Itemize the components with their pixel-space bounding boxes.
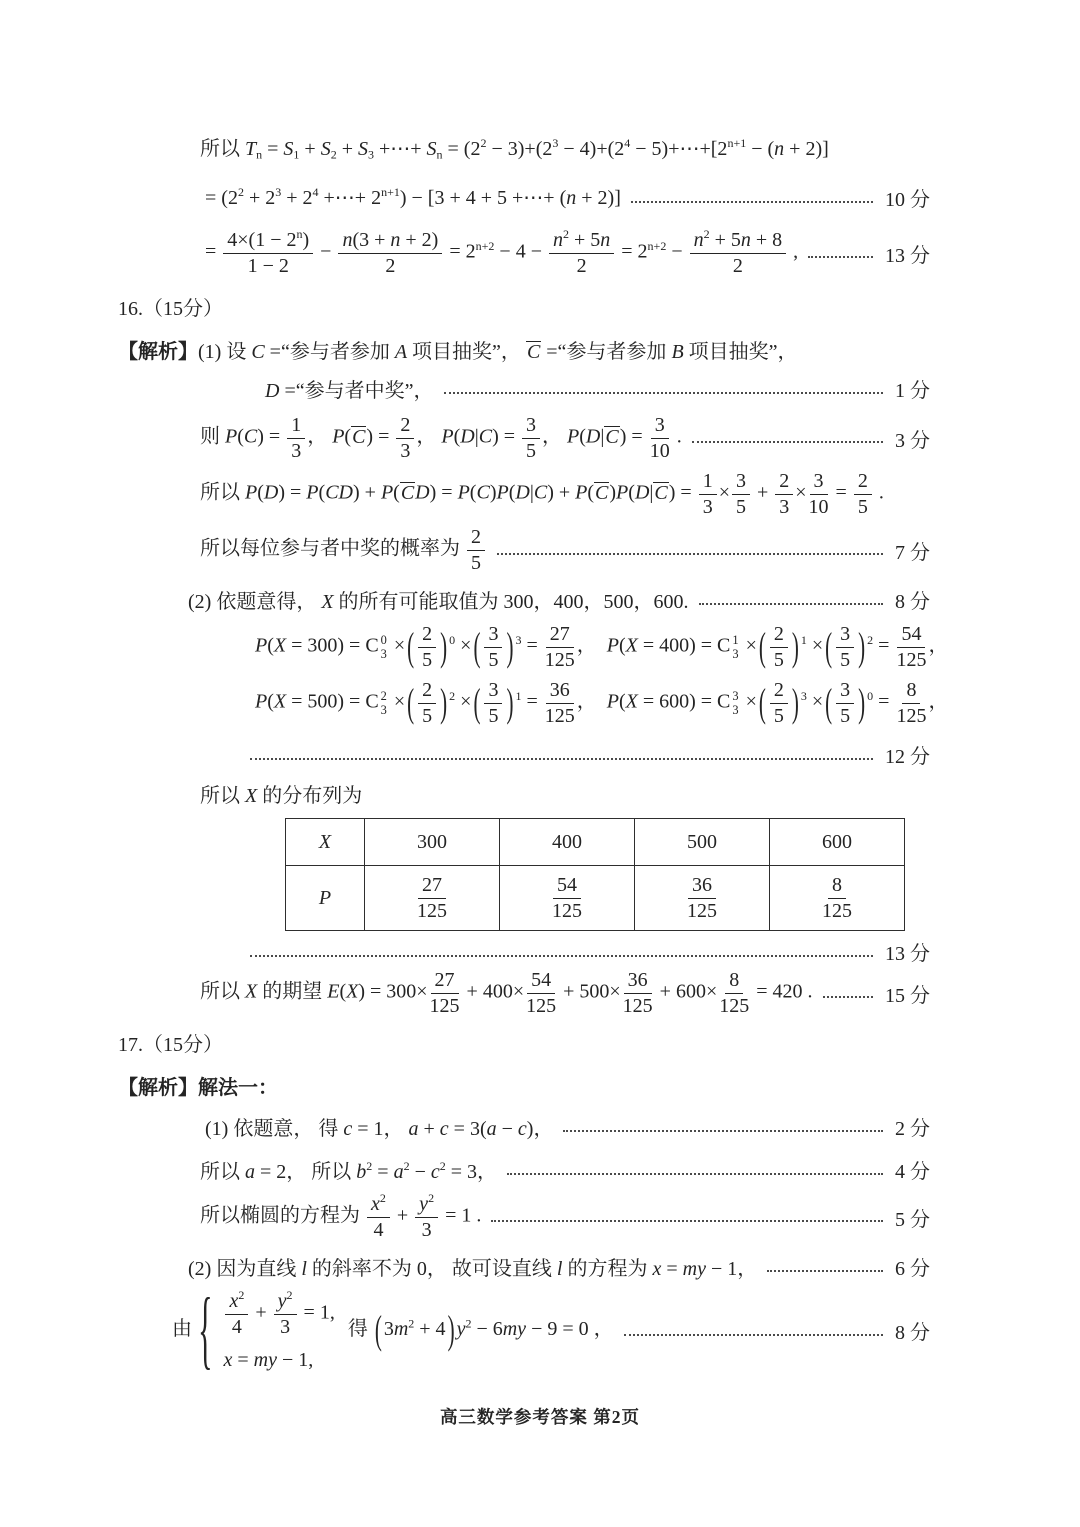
line-17-2-line-setup [188, 1252, 930, 1281]
dotted-leader [563, 1130, 883, 1132]
heading-q17 [118, 1028, 930, 1057]
formula-text: 则 P(C) = $\frac{1}{3}$ ， P(C) = $\frac{2}{3}$ ， P(D|C) = $\frac{3}{5}$ ， P(D|C) = $\frac{3}{10}$ . [200, 414, 682, 462]
heading-q16 [118, 292, 930, 321]
score-marker: 6 分 [895, 1258, 930, 1280]
line-16-distribution-intro [200, 779, 930, 808]
distribution-table [285, 818, 905, 931]
dotted-leader [250, 955, 873, 957]
formula-text: (2) 依题意得， X 的所有可能取值为 300，400，500，600. [188, 591, 689, 613]
line-16-event-D [265, 374, 930, 403]
line-16-setup [118, 335, 930, 364]
table-header-cell: P [286, 866, 365, 931]
line-17-1-ab [200, 1155, 930, 1184]
formula-text: 所以 X 的分布列为 [200, 785, 363, 807]
table-header-cell: X [286, 819, 365, 866]
line-16-p500-p600 [255, 678, 949, 728]
score-marker: 15 分 [885, 984, 930, 1007]
score-marker: 13 分 [885, 244, 930, 267]
formula-text: 17.（15分） [118, 1034, 223, 1056]
dotted-leader [491, 1220, 883, 1222]
formula-text: P(X = 500) = C 2 3 ×( $\frac{2}{5}$ ) $^2$ ×( $\frac{3}{5}$ ) $^1$ = $\frac{36}{125}$ ， P(X = 600) = C 3 3 ×( $\frac{2}{5}$ ) $^3$ ×( $\frac{3}{5}$ ) $^0$ = $\frac{8}{125}$ ， [255, 679, 949, 727]
formula-text: D =“参与者中奖”， [265, 380, 434, 402]
line-17-method [118, 1071, 930, 1100]
dotted-leader [808, 256, 873, 258]
score-marker: 1 分 [895, 380, 930, 402]
formula-text: (2) 因为直线 l 的斜率不为 0， 故可设直线 l 的方程为 x = my − 1， [188, 1258, 758, 1280]
table-value-cell: $\frac{36}{125}$ [635, 866, 770, 931]
line-16-dots-12 [240, 740, 930, 769]
formula-text: = ($2^2 + 2^3 + 2^4$ +⋯+ $2^{n+1}) - [3 + 4 + 5$ +⋯+ (n + 2)] [205, 185, 621, 209]
formula-text: 所以 $T_n = S_1 + S_2 + S_3$ +⋯+ $S_n = (2^2 - 3)+(2^3 - 4)+(2^4$ − $5)+\cdots+[2^{n+1} - (n + 2)]$ [200, 136, 829, 162]
score-marker: 8 分 [895, 1322, 930, 1344]
score-marker: 7 分 [895, 541, 930, 564]
line-Tn-expansion [200, 132, 930, 161]
table-value-cell: $\frac{8}{125}$ [770, 866, 905, 931]
line-16-dots-13 [240, 937, 930, 966]
dotted-leader [823, 996, 873, 998]
line-Tn-regroup [205, 183, 930, 212]
table-value-cell: $\frac{27}{125}$ [365, 866, 500, 931]
line-Tn-result [205, 228, 930, 278]
page-footer [0, 1404, 1080, 1429]
table-value-cell: 400 [500, 819, 635, 866]
dotted-leader [250, 758, 873, 760]
table-row [286, 866, 905, 931]
line-16-conclusion-part1 [200, 525, 930, 575]
table-value-cell: 300 [365, 819, 500, 866]
formula-text: 所以每位参与者中奖的概率为 $\frac{2}{5}$ [200, 525, 487, 575]
table-value-cell: 600 [770, 819, 905, 866]
score-marker: 8 分 [895, 591, 930, 613]
distribution-table-line [285, 818, 930, 931]
dotted-leader [767, 1270, 883, 1272]
score-marker: 4 分 [895, 1161, 930, 1183]
line-17-1-ellipse-equation [200, 1192, 930, 1242]
line-16-total-probability [200, 469, 930, 519]
line-17-1-given [205, 1112, 930, 1141]
dotted-leader [699, 603, 883, 605]
formula-text: 所以椭圆的方程为 $\frac{x^2}{4}$ + $\frac{y^2}{3}$ = 1 . [200, 1191, 482, 1241]
score-marker: 13 分 [885, 943, 930, 965]
dotted-leader [507, 1173, 883, 1175]
table-row [286, 819, 905, 866]
dotted-leader [497, 553, 883, 555]
footer-text: 高三数学参考答案 第2页 [439, 1407, 641, 1427]
score-marker: 2 分 [895, 1118, 930, 1140]
formula-text: 所以 P(D) = P(CD) + P(CD) = P(C)P(D|C) + P(C)P(D|C) = $\frac{1}{3}$ × $\frac{3}{5}$ + $\frac{2}{3}$ × $\frac{3}{10}$ = $\frac{2}{5}$ . [200, 470, 884, 518]
dotted-leader [692, 441, 883, 443]
line-16-p300-p400 [255, 622, 949, 672]
dotted-leader [631, 201, 873, 203]
formula-text: 16.（15分） [118, 298, 223, 320]
line-16-probabilities [200, 413, 930, 463]
formula-text: 【解析】解法一： [118, 1077, 278, 1099]
score-marker: 5 分 [895, 1208, 930, 1231]
score-marker: 12 分 [885, 746, 930, 768]
dotted-leader [624, 1334, 883, 1336]
line-16-part2-intro [188, 585, 930, 614]
table-value-cell: 500 [635, 819, 770, 866]
formula-text: 【解析】(1) 设 C =“参与者参加 A 项目抽奖”， C =“参与者参加 B 项目抽奖”， [118, 341, 798, 363]
formula-text: 所以 a = 2， 所以 $b^2 = a^2 - c^2 = 3$， [200, 1159, 498, 1183]
line-17-2-system [172, 1279, 930, 1379]
formula-text: (1) 依题意， 得 c = 1， a + c = 3(a − c)， [205, 1118, 554, 1140]
table-value-cell: $\frac{54}{125}$ [500, 866, 635, 931]
formula-text: P(X = 300) = C 0 3 ×( $\frac{2}{5}$ ) $^0$ ×( $\frac{3}{5}$ ) $^3$ = $\frac{27}{125}$ ， P(X = 400) = C 1 3 ×( $\frac{2}{5}$ ) $^1$ ×( $\frac{3}{5}$ ) $^2$ = $\frac{54}{125}$ ， [255, 623, 949, 671]
formula-text: 所以 X 的期望 E(X) = 300× $\frac{27}{125}$ + 400× $\frac{54}{125}$ + 500× $\frac{36}{125}$ + 600× $\frac{8}{125}$ = 420 . [200, 969, 813, 1017]
formula-text: = $\frac{4\times(1 - 2^n)}{1 - 2}$ − $\frac{n(3 + n + 2)}{2}$ = $2^{n+2} - 4$ − $\frac{n^2 + 5n}{2}$ = $2^{n+2}$ − $\frac{n^2 + 5n + 8}{2}$ , [205, 227, 799, 277]
line-16-expectation [200, 968, 930, 1018]
score-marker: 3 分 [895, 429, 930, 452]
score-marker: 10 分 [885, 189, 930, 211]
formula-text: 由 { $\frac{x^2}{4}$ + $\frac{y^2}{3}$ = 1, x = my − 1, 得 ( $3m^2 + 4$) $y^2 - 6my - 9 = 0$ ， [172, 1279, 614, 1379]
dotted-leader [444, 392, 884, 394]
